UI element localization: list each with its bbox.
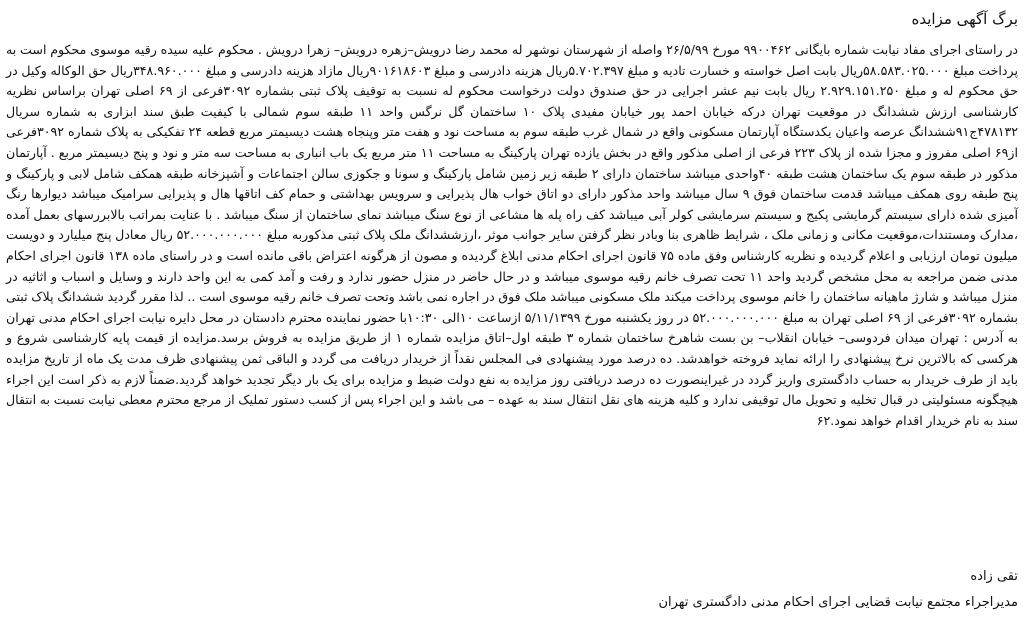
signature-block (218, 566, 1018, 614)
notice-body: در راستای اجرای مفاد نیابت شماره بایگانی ۹۹۰۰۴۶۲ مورخ ۲۶/۵/۹۹ واصله از شهرستان نوشهر له محمد رضا درویش–زهره درویش– زهرا درویش . محکوم علیه سیده رقیه موسوی محکوم است به پرداخت مبلغ ۵۸.۵۸۳.۰۲۵.۰۰۰ریال بابت اصل خواسته و خسارت تادیه و مبلغ ۵.۷۰۲.۳۹۷ریال هزینه دادرسی و مبلغ ۹۰۱۶۱۸۶۰۳ریال مازاد هزینه دادرسی و مبلغ ۳۴۸.۹۶۰.۰۰۰ریال حق الوکاله وکیل در حق محکوم له و مبلغ ۲.۹۲۹.۱۵۱.۲۵۰ ریال بابت نیم عشر اجرایی در حق صندوق دولت درخواست محکوم له نسبت به توقیف پلاک ثبتی بشماره ۳۰۹۲فرعی از ۶۹ اصلی تهران براساس نظریه کارشناسی ارزش ششدانگ در موقعیت تهران درکه خیابان احمد پور خیابان مفیدی پلاک ۱۰ ساختمان گل نرگس واحد ۱۱ طبقه سوم شمالی با کیفیت طبق سند ابزاری به شماره سریال ۴۷۸۱۳۲ج۹۱ششدانگ عرصه واعیان یکدستگاه آپارتمان مسکونی واقع در شمال غرب طبقه سوم به مساحت نود و هفت متر وپنجاه هشت دیسیمتر مربع قطعه ۲۴ تفکیکی به پلاک شماره ۳۰۹۲فرعی از۶۹ اصلی مفروز و مجزا شده از پلاک ۲۲۳ فرعی از اصلی مذکور واقع در بخش یازده تهران پارکینگ به مساحت ۱۱ متر مربع یک باب انباری به مساحت سه متر و نود و پنج دیسیمتر مربع . آپارتمان مذکور در طبقه سوم یک ساختمان هشت طبقه ۴۰واحدی میباشد ساختمان دارای ۲ طبقه زیر زمین شامل پارکینگ و سونا و جکوزی سالن اجتماعات و آشپزخانه طبقه همکف شامل لابی و پارکینگ و پنج طبقه روی همکف میباشد قدمت ساختمان فوق ۹ سال میباشد واحد مذکور دارای دو اتاق خواب هال پذیرایی و سرویس بهداشتی و حمام کف اتاقها هال و پذیرایی سرامیک میباشد دیوارها رنگ آمیزی شده دارای سیستم گرمایشی پکیج و سیستم سرمایشی کولر آبی میباشد کف راه پله ها مشاعی از نوع سنگ میباشد نمای ساختمان از سنگ میباشد . با عنایت بمراتب بالابررسهای بعمل آمده ،مدارک ومستندات،موقعیت مکانی و زمانی ملک ، شرایط ظاهری بنا وبادر نظر گرفتن سایر جوانب موثر ،ارزششدانگ ملک پلاک ثبتی مذکوربه مبلغ ۵۲.۰۰۰.۰۰۰.۰۰۰ ریال معادل پنج میلیارد و دویست میلیون تومان ارزیابی و اعلام گردیده و نظریه کارشناس وفق ماده ۷۵ قانون اجرای احکام مدنی ابلاغ گردیده و مصون از هرگونه اعتراض باقی مانده است و در راستای ماده ۱۳۸ قانون اجرای احکام مدنی ضمن مراجعه به محل مشخص گردید واحد ۱۱ تحت تصرف خانم رقیه موسوی میباشد و در حال حاضر در منزل حضور ندارد و رفت و آمد کمی به این واحد دارند و وسایل و اسباب و اثاثیه در منزل میباشد و شارژ ماهیانه ساختمان را خانم موسوی پرداخت میکند ملک مسکونی میباشد ملک فوق در اجاره نمی باشد وتحت تصرف خانم رقیه موسوی است .. لذا مقرر گردید ششدانگ پلاک ثبتی بشماره ۳۰۹۲فرعی از ۶۹ اصلی تهران به مبلغ ۵۲.۰۰۰.۰۰۰.۰۰۰ در روز یکشنبه مورخ ۵/۱۱/۱۳۹۹ ازساعت ۱۰الی ۱۰:۳۰با حضور نماینده محترم دادستان در محل دایره نیابت اجرای احکام مدنی تهران به آدرس : تهران میدان فردوسی– خیابان انقلاب– بن بست شاهرخ ساختمان شماره ۳ طبقه اول–اتاق مزایده شماره ۱ از طریق مزایده به فروش برسد.مزایده از قیمت پایه کارشناسی شروع و هرکسی که بالاترین نرخ پیشنهادی را ارائه نماید فروخته خواهدشد. ده درصد مورد پیشنهادی فی المجلس نقداً از خریدار دریافت می گردد و الباقی ثمن پیشنهادی ظرف مدت یک ماه از تاریخ مزایده باید از طرف خریدار به حساب دادگستری واریز گردد در غیراینصورت ده درصد دریافتی روز مزایده به نفع دولت ضبط و مزایده برای یک بار دیگر تجدید خواهد گردید.ضمناً لازم به ذکر است این اجراء هیچگونه مسئولیتی در قبال تخلیه و تحویل مال توقیفی ندارد و کلیه هزینه های نقل انتقال سند به عهده – می باشد و این اجراء پس از کسب دستور تملیک از مرجع محترم معطی نیابت نسبت به انتقال سند به نام خریدار اقدام خواهد نمود.۶۲ (6, 42, 1019, 428)
signer-office: مدیراجراء مجتمع نیابت قضایی اجرای احکام مدنی دادگستری تهران (658, 595, 1018, 610)
signer-name: تقی زاده (970, 569, 1018, 584)
notice-title: برگ آگهی مزایده (911, 10, 1018, 28)
